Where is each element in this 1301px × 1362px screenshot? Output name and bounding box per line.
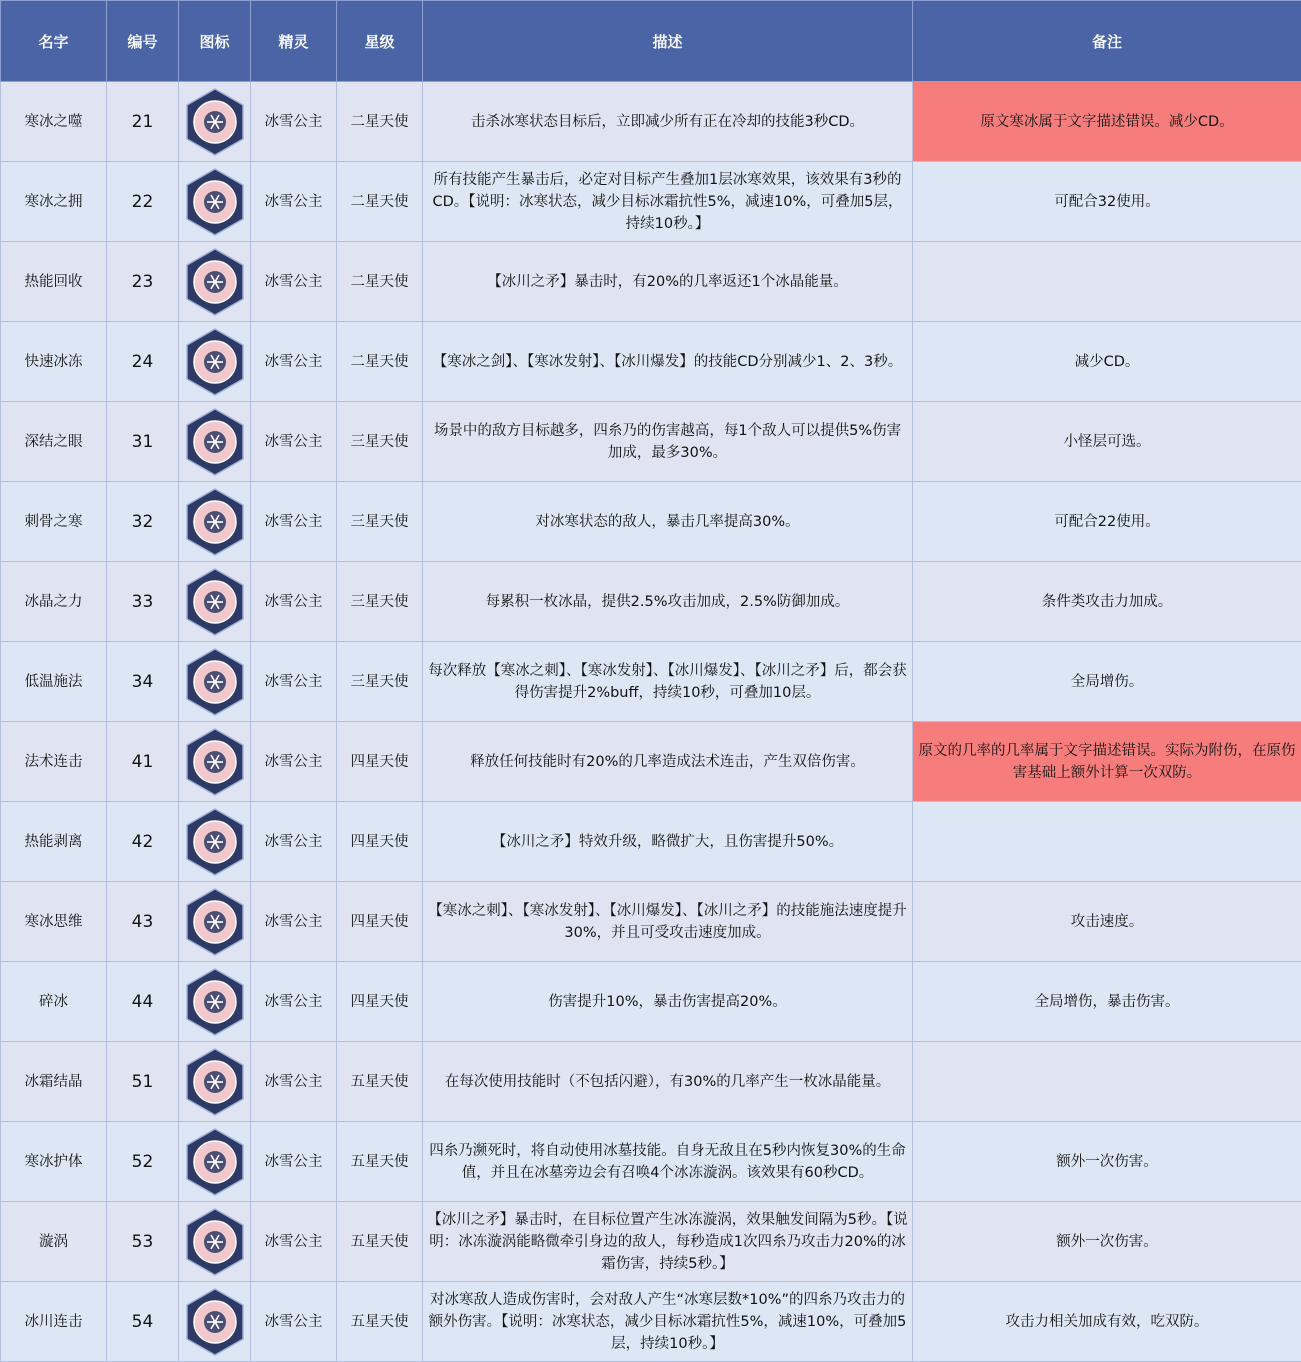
skill-note: 原文的几率的几率属于文字描述错误。实际为附伤，在原伤害基础上额外计算一次双防。 — [913, 722, 1301, 802]
skill-number: 43 — [107, 882, 179, 962]
star-level: 五星天使 — [337, 1042, 423, 1122]
spirit-name: 冰雪公主 — [251, 1282, 337, 1362]
skill-number: 54 — [107, 1282, 179, 1362]
header-row — [1, 1, 1301, 82]
skill-icon-cell — [179, 802, 251, 882]
skill-icon-cell — [179, 1282, 251, 1362]
ice-spire-icon — [184, 807, 246, 877]
skill-note: 可配合32使用。 — [913, 162, 1301, 242]
skill-number: 21 — [107, 82, 179, 162]
skill-description: 对冰寒敌人造成伤害时，会对敌人产生“冰寒层数*10%”的四糸乃攻击力的额外伤害。【说明：冰寒状态，减少目标冰霜抗性5%，减速10%，可叠加5层，持续10秒。】 — [423, 1282, 913, 1362]
skill-description: 【寒冰之刺】、【寒冰发射】、【冰川爆发】、【冰川之矛】的技能施法速度提升30%，并且可受攻击速度加成。 — [423, 882, 913, 962]
shattered-ice-icon — [184, 967, 246, 1037]
star-level: 四星天使 — [337, 722, 423, 802]
skill-description: 【寒冰之剑】、【寒冰发射】、【冰川爆发】的技能CD分别减少1、2、3秒。 — [423, 322, 913, 402]
skill-icon-cell — [179, 642, 251, 722]
skill-description: 每累积一枚冰晶，提供2.5%攻击加成，2.5%防御加成。 — [423, 562, 913, 642]
star-level: 三星天使 — [337, 642, 423, 722]
skill-name: 碎冰 — [1, 962, 107, 1042]
skill-name: 寒冰护体 — [1, 1122, 107, 1202]
skill-note: 攻击力相关加成有效，吃双防。 — [913, 1282, 1301, 1362]
header-star: 星级 — [337, 1, 423, 82]
skill-description: 【冰川之矛】暴击时，在目标位置产生冰冻漩涡，效果触发间隔为5秒。【说明：冰冻漩涡能略微牵引身边的敌人，每秒造成1次四糸乃攻击力20%的冰霜伤害，持续5秒。】 — [423, 1202, 913, 1282]
shielded-witch-icon — [184, 1127, 246, 1197]
star-level: 二星天使 — [337, 322, 423, 402]
skill-number: 53 — [107, 1202, 179, 1282]
skill-description: 释放任何技能时有20%的几率造成法术连击，产生双倍伤害。 — [423, 722, 913, 802]
skill-number: 31 — [107, 402, 179, 482]
spirit-name: 冰雪公主 — [251, 82, 337, 162]
star-level: 三星天使 — [337, 402, 423, 482]
table-body — [1, 82, 1301, 1362]
spirit-name: 冰雪公主 — [251, 162, 337, 242]
header-note: 备注 — [913, 1, 1301, 82]
skill-name: 低温施法 — [1, 642, 107, 722]
star-level: 五星天使 — [337, 1122, 423, 1202]
table-row — [1, 802, 1301, 882]
spirit-name: 冰雪公主 — [251, 722, 337, 802]
table-row — [1, 162, 1301, 242]
skill-note — [913, 802, 1301, 882]
table-row — [1, 962, 1301, 1042]
skill-description: 【冰川之矛】暴击时，有20%的几率返还1个冰晶能量。 — [423, 242, 913, 322]
star-level: 三星天使 — [337, 482, 423, 562]
skill-icon-cell — [179, 882, 251, 962]
skill-name: 快速冰冻 — [1, 322, 107, 402]
spiral-icon — [184, 1207, 246, 1277]
skill-note: 额外一次伤害。 — [913, 1202, 1301, 1282]
skill-number: 23 — [107, 242, 179, 322]
skill-description: 场景中的敌方目标越多，四糸乃的伤害越高，每1个敌人可以提供5%伤害加成，最多30%。 — [423, 402, 913, 482]
star-level: 五星天使 — [337, 1202, 423, 1282]
skill-number: 41 — [107, 722, 179, 802]
skill-name: 刺骨之寒 — [1, 482, 107, 562]
table-row — [1, 1202, 1301, 1282]
snowflake-orb-icon — [184, 1287, 246, 1357]
spirit-name: 冰雪公主 — [251, 1122, 337, 1202]
skill-icon-cell — [179, 482, 251, 562]
skill-name: 冰晶之力 — [1, 562, 107, 642]
table-row — [1, 82, 1301, 162]
spirit-name: 冰雪公主 — [251, 402, 337, 482]
header-spirit: 精灵 — [251, 1, 337, 82]
spirit-name: 冰雪公主 — [251, 642, 337, 722]
skill-name: 漩涡 — [1, 1202, 107, 1282]
skill-number: 32 — [107, 482, 179, 562]
spirit-name: 冰雪公主 — [251, 322, 337, 402]
skill-note: 可配合22使用。 — [913, 482, 1301, 562]
skill-note: 小怪层可选。 — [913, 402, 1301, 482]
snowflake-vortex-icon — [184, 87, 246, 157]
table-row — [1, 322, 1301, 402]
skill-icon-cell — [179, 1042, 251, 1122]
skill-icon-cell — [179, 562, 251, 642]
skill-note: 原文寒冰属于文字描述错误。减少CD。 — [913, 82, 1301, 162]
spirit-name: 冰雪公主 — [251, 242, 337, 322]
skill-name: 法术连击 — [1, 722, 107, 802]
snowflake-icon — [184, 247, 246, 317]
radiant-crystal-icon — [184, 1047, 246, 1117]
table-row — [1, 1282, 1301, 1362]
skill-description: 每次释放【寒冰之刺】、【寒冰发射】、【冰川爆发】、【冰川之矛】后，都会获得伤害提升2%buff，持续10秒，可叠加10层。 — [423, 642, 913, 722]
skill-icon-cell — [179, 242, 251, 322]
skill-icon-cell — [179, 1122, 251, 1202]
table-row — [1, 882, 1301, 962]
skill-number: 52 — [107, 1122, 179, 1202]
table-header — [1, 1, 1301, 82]
spirit-name: 冰雪公主 — [251, 482, 337, 562]
spirit-name: 冰雪公主 — [251, 562, 337, 642]
rose-icon — [184, 727, 246, 797]
header-desc: 描述 — [423, 1, 913, 82]
skill-number: 33 — [107, 562, 179, 642]
skill-note: 减少CD。 — [913, 322, 1301, 402]
spirit-name: 冰雪公主 — [251, 882, 337, 962]
skill-number: 34 — [107, 642, 179, 722]
skill-number: 51 — [107, 1042, 179, 1122]
skill-note — [913, 242, 1301, 322]
skill-name: 寒冰思维 — [1, 882, 107, 962]
spirit-name: 冰雪公主 — [251, 1202, 337, 1282]
skill-note: 攻击速度。 — [913, 882, 1301, 962]
skill-name: 深结之眼 — [1, 402, 107, 482]
spirit-name: 冰雪公主 — [251, 802, 337, 882]
spirit-name: 冰雪公主 — [251, 962, 337, 1042]
ice-crystal-hand-icon — [184, 167, 246, 237]
star-level: 五星天使 — [337, 1282, 423, 1362]
skill-icon-cell — [179, 322, 251, 402]
skill-number: 24 — [107, 322, 179, 402]
skill-icon-cell — [179, 1202, 251, 1282]
ice-slash-icon — [184, 647, 246, 717]
skill-note: 条件类攻击力加成。 — [913, 562, 1301, 642]
skill-number: 42 — [107, 802, 179, 882]
star-level: 二星天使 — [337, 242, 423, 322]
table-row — [1, 482, 1301, 562]
table-row — [1, 402, 1301, 482]
skill-description: 对冰寒状态的敌人，暴击几率提高30%。 — [423, 482, 913, 562]
star-level: 四星天使 — [337, 962, 423, 1042]
spirit-name: 冰雪公主 — [251, 1042, 337, 1122]
skill-name: 冰川连击 — [1, 1282, 107, 1362]
table-row — [1, 722, 1301, 802]
skill-name: 冰霜结晶 — [1, 1042, 107, 1122]
skill-name: 寒冰之噬 — [1, 82, 107, 162]
skill-icon-cell — [179, 162, 251, 242]
skill-description: 击杀冰寒状态目标后，立即减少所有正在冷却的技能3秒CD。 — [423, 82, 913, 162]
header-num: 编号 — [107, 1, 179, 82]
star-level: 四星天使 — [337, 802, 423, 882]
skill-description: 四糸乃濒死时，将自动使用冰墓技能。自身无敌且在5秒内恢复30%的生命值，并且在冰墓旁边会有召唤4个冰冻漩涡。该效果有60秒CD。 — [423, 1122, 913, 1202]
skill-icon-cell — [179, 402, 251, 482]
skill-description: 在每次使用技能时（不包括闪避），有30%的几率产生一枚冰晶能量。 — [423, 1042, 913, 1122]
skill-name: 热能回收 — [1, 242, 107, 322]
skill-icon-cell — [179, 722, 251, 802]
skill-note: 额外一次伤害。 — [913, 1122, 1301, 1202]
skill-description: 【冰川之矛】特效升级，略微扩大，且伤害提升50%。 — [423, 802, 913, 882]
skill-note: 全局增伤。 — [913, 642, 1301, 722]
star-level: 三星天使 — [337, 562, 423, 642]
witch-icon — [184, 407, 246, 477]
skill-number: 44 — [107, 962, 179, 1042]
header-name: 名字 — [1, 1, 107, 82]
skill-description: 伤害提升10%，暴击伤害提高20%。 — [423, 962, 913, 1042]
skill-icon-cell — [179, 82, 251, 162]
skill-number: 22 — [107, 162, 179, 242]
star-level: 二星天使 — [337, 82, 423, 162]
star-level: 二星天使 — [337, 162, 423, 242]
table-row — [1, 1122, 1301, 1202]
skill-icon-cell — [179, 962, 251, 1042]
skill-note: 全局增伤，暴击伤害。 — [913, 962, 1301, 1042]
skill-note — [913, 1042, 1301, 1122]
header-icon: 图标 — [179, 1, 251, 82]
skill-name: 热能剥离 — [1, 802, 107, 882]
table-row — [1, 242, 1301, 322]
diamond-crystal-icon — [184, 887, 246, 957]
table-row — [1, 642, 1301, 722]
skill-name: 寒冰之拥 — [1, 162, 107, 242]
hourglass-icon — [184, 327, 246, 397]
skill-description: 所有技能产生暴击后，必定对目标产生叠加1层冰寒效果，该效果有3秒的CD。【说明：冰寒状态，减少目标冰霜抗性5%，减速10%，可叠加5层，持续10秒。】 — [423, 162, 913, 242]
crystal-orbit-icon — [184, 567, 246, 637]
frost-burst-icon — [184, 487, 246, 557]
star-level: 四星天使 — [337, 882, 423, 962]
table-row — [1, 562, 1301, 642]
table-row — [1, 1042, 1301, 1122]
